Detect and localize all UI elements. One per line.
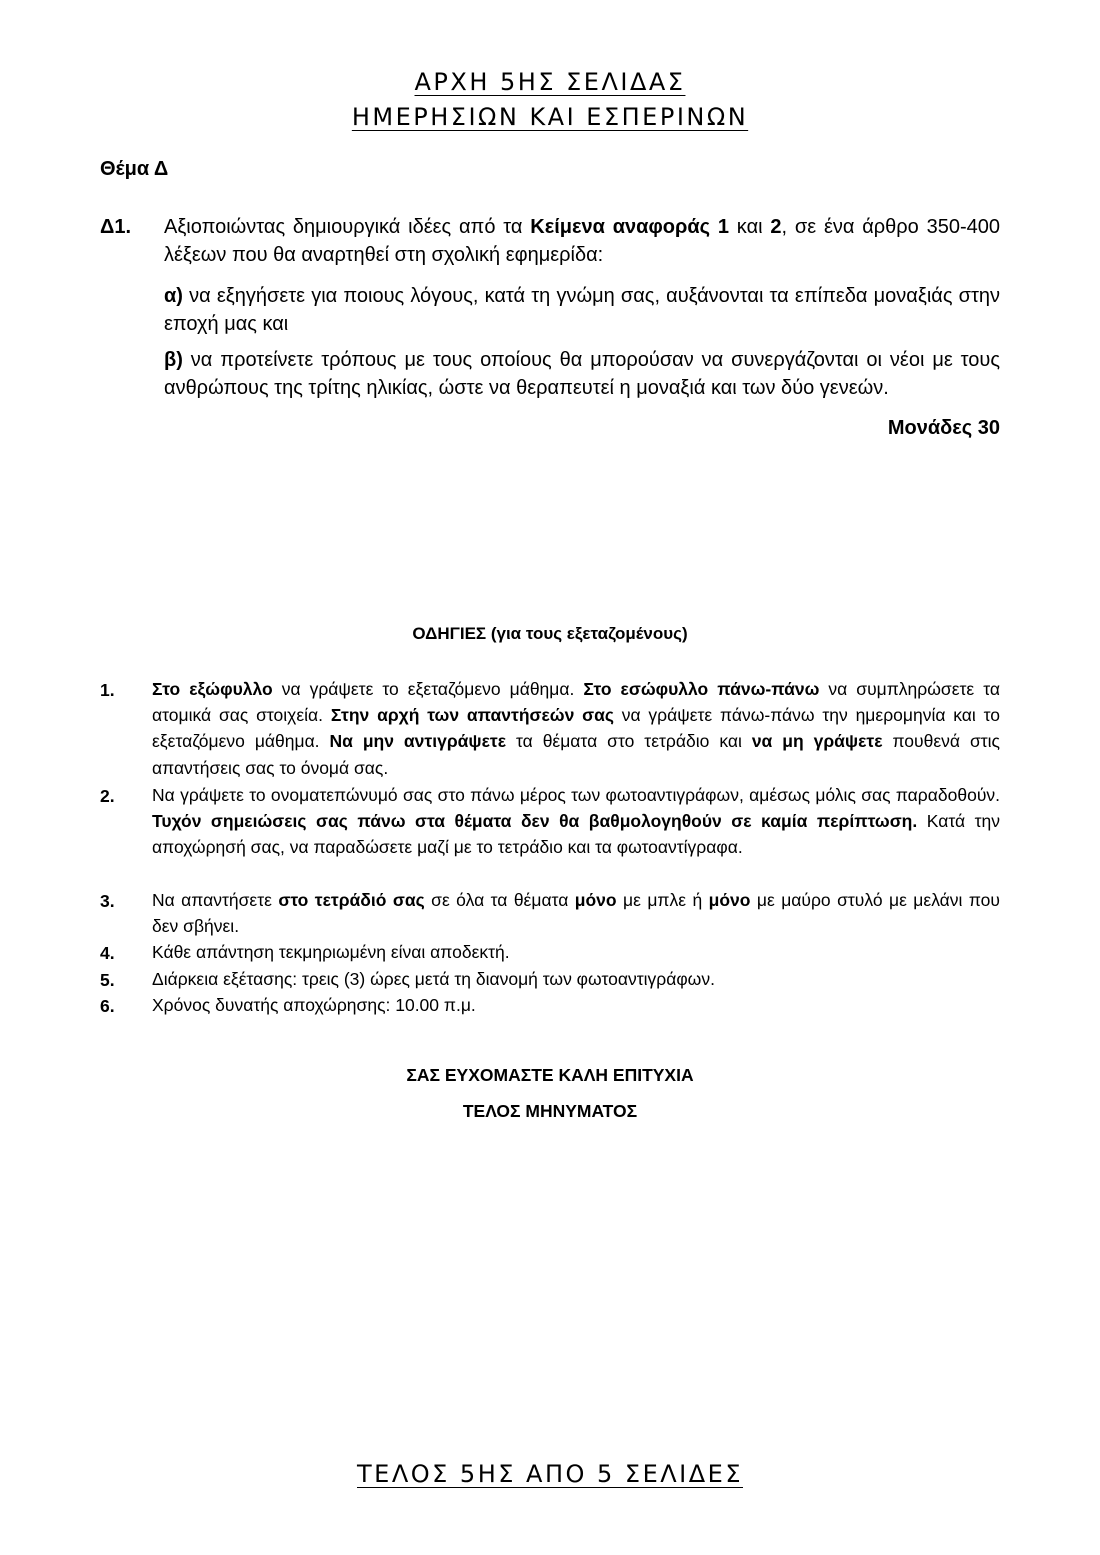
instruction-item: Διάρκεια εξέτασης: τρεις (3) ώρες μετά τη διανομή των φωτοαντιγράφων. (152, 969, 715, 989)
instruction-number: 6. (100, 996, 115, 1016)
part-b-label: β) (164, 349, 183, 371)
section-title: Θέμα Δ (100, 158, 169, 180)
instructions-title: ΟΔΗΓΙΕΣ (για τους εξεταζομένους) (412, 624, 688, 643)
instruction-number: 4. (100, 943, 115, 963)
page-footer: ΤΕΛΟΣ 5ΗΣ ΑΠΟ 5 ΣΕΛΙΔΕΣ (357, 1460, 743, 1488)
page-header-line1: ΑΡΧΗ 5ΗΣ ΣΕΛΙΔΑΣ (414, 68, 686, 96)
instruction-item: Να απαντήσετε στο τετράδιό σας σε όλα τα θέματα μόνο με μπλε ή μόνο με μαύρο στυλό με μελάνι που δεν σβήνει. (152, 890, 1000, 937)
instruction-number: 1. (100, 680, 115, 700)
instruction-item: Κάθε απάντηση τεκμηριωμένη είναι αποδεκτή. (152, 942, 510, 962)
question-number: Δ1. (100, 216, 132, 238)
closing-wishes: ΣΑΣ ΕΥΧΟΜΑΣΤΕ ΚΑΛΗ ΕΠΙΤΥΧΙΑ (406, 1065, 694, 1085)
question-intro: Αξιοποιώντας δημιουργικά ιδέες από τα Κείμενα αναφοράς 1 και 2, σε ένα άρθρο 350-400 λέξεων που θα αναρτηθεί στη σχολική εφημερίδα: (164, 216, 1001, 266)
instruction-number: 5. (100, 970, 115, 990)
instruction-item: Στο εξώφυλλο να γράψετε το εξεταζόμενο μάθημα. Στο εσώφυλλο πάνω-πάνω να συμπληρώσετε τα ατομικά σας στοιχεία. Στην αρχή των απαντήσεών σας να γράψετε πάνω-πάνω την ημερομηνία και το εξεταζόμενο μάθημα. Να μην αντιγράψετε τα θέματα στο τετράδιο και να μη γράψετε πουθενά στις απαντήσεις σας το όνομά σας. (152, 679, 1000, 778)
page-header-line2: ΗΜΕΡΗΣΙΩΝ ΚΑΙ ΕΣΠΕΡΙΝΩΝ (351, 103, 749, 131)
instruction-item: Χρόνος δυνατής αποχώρησης: 10.00 π.μ. (152, 995, 476, 1015)
instruction-number: 3. (100, 891, 115, 911)
question-units: Μονάδες 30 (887, 417, 1000, 439)
instruction-item: Να γράψετε το ονοματεπώνυμό σας στο πάνω μέρος των φωτοαντιγράφων, αμέσως μόλις σας παραδοθούν. Τυχόν σημειώσεις σας πάνω στα θέματα δεν θα βαθμολογηθούν σε καμία περίπτωση. Κατά την αποχώρησή σας, να παραδώσετε μαζί με το τετράδιο και τα φωτοαντίγραφα. (152, 785, 1000, 858)
instruction-number: 2. (100, 786, 115, 806)
part-a-label: α) (164, 285, 183, 307)
end-of-message: ΤΕΛΟΣ ΜΗΝΥΜΑΤΟΣ (462, 1101, 638, 1121)
question-part-b: β) να προτείνετε τρόπους με τους οποίους θα μπορούσαν να συνεργάζονται οι νέοι με τους ανθρώπους της τρίτης ηλικίας, ώστε να θεραπευτεί η μοναξιά και των δύο γενεών. (164, 349, 1000, 399)
question-part-a: α) να εξηγήσετε για ποιους λόγους, κατά τη γνώμη σας, αυξάνονται τα επίπεδα μοναξιάς στην εποχή μας και (164, 285, 1000, 335)
